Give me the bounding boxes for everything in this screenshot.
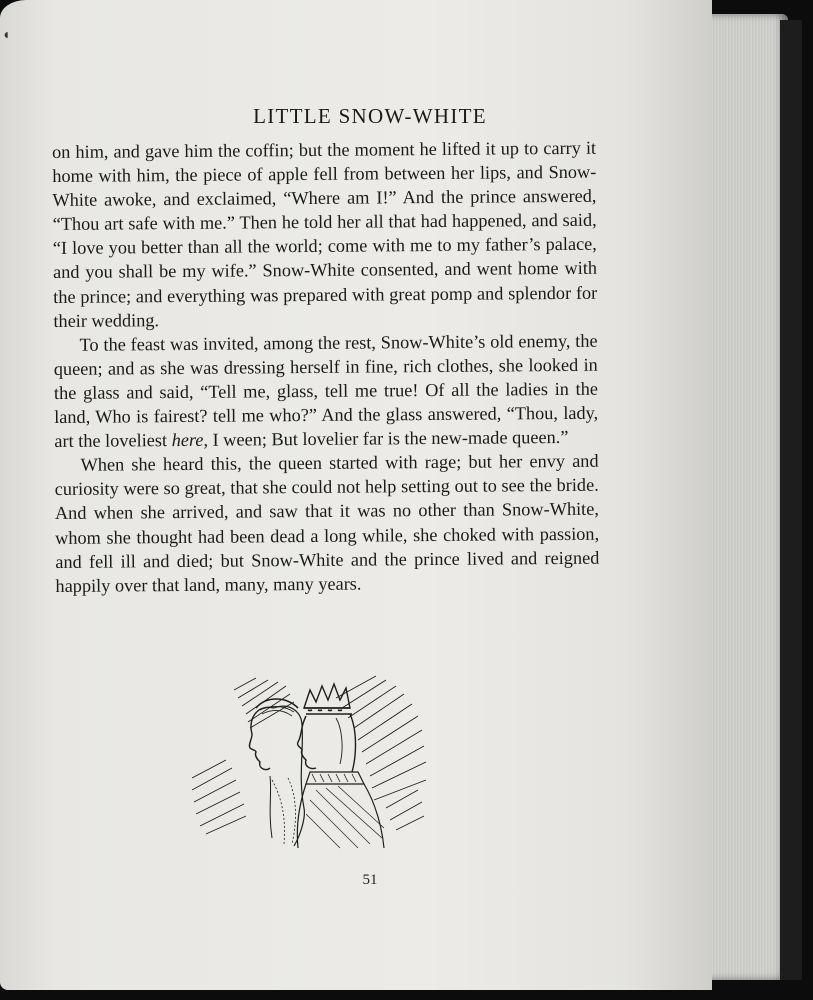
paragraph-2-part-2: I ween; But lovelier far is the new-made queen.” <box>207 427 569 450</box>
page-number: 51 <box>362 872 378 888</box>
running-head: LITTLE SNOW-WHITE <box>253 104 487 128</box>
background-hatching <box>192 676 426 834</box>
crowned-prince-and-bride-illustration <box>186 668 436 850</box>
bride-figure <box>249 699 304 846</box>
paragraph-1: on him, and gave him the coffin; but the moment he lifted it up to carry it home with him, the piece of apple fell from between her lips, and Snow-White awoke, and exclaimed, “Where am I!” And the prince answered, “Thou art safe with me.” Then he told her all that had happened, and said, “I love you better than all the world; come with me to my father’s palace, and you shall be my wife.” Snow-White consented, and went home with the prince; and everything was prepared with great pomp and splendor for their wedding. <box>52 137 598 331</box>
margin-mark: ◖ <box>2 28 11 43</box>
paragraph-2-part-1: To the feast was invited, among the rest, Snow-White’s old enemy, the queen; and as she was dressing herself in fine, rich clothes, she looked in the glass and said, “Tell me, glass, tell me true! Of all the ladies in the land, Who is fairest? tell me who?” And the glass answered, “Thou, lady, art the loveliest <box>53 330 599 452</box>
body-text <box>52 136 600 598</box>
paragraph-2 <box>54 328 599 453</box>
book-cover-edge <box>780 20 802 980</box>
page-block-edges <box>704 14 788 980</box>
paragraph-2-italic: here, <box>171 429 209 451</box>
paragraph-3: When she heard this, the queen started with rage; but her envy and curiosity were so great, that she could not help setting out to see the bride. And when she arrived, and saw that it was no other than Snow-White, whom she thought had been dead a long while, she choked with passion, and fell ill and died; but Snow-White and the prince lived and reigned happily over that land, many, many years. <box>54 450 600 596</box>
prince-figure <box>297 684 384 848</box>
